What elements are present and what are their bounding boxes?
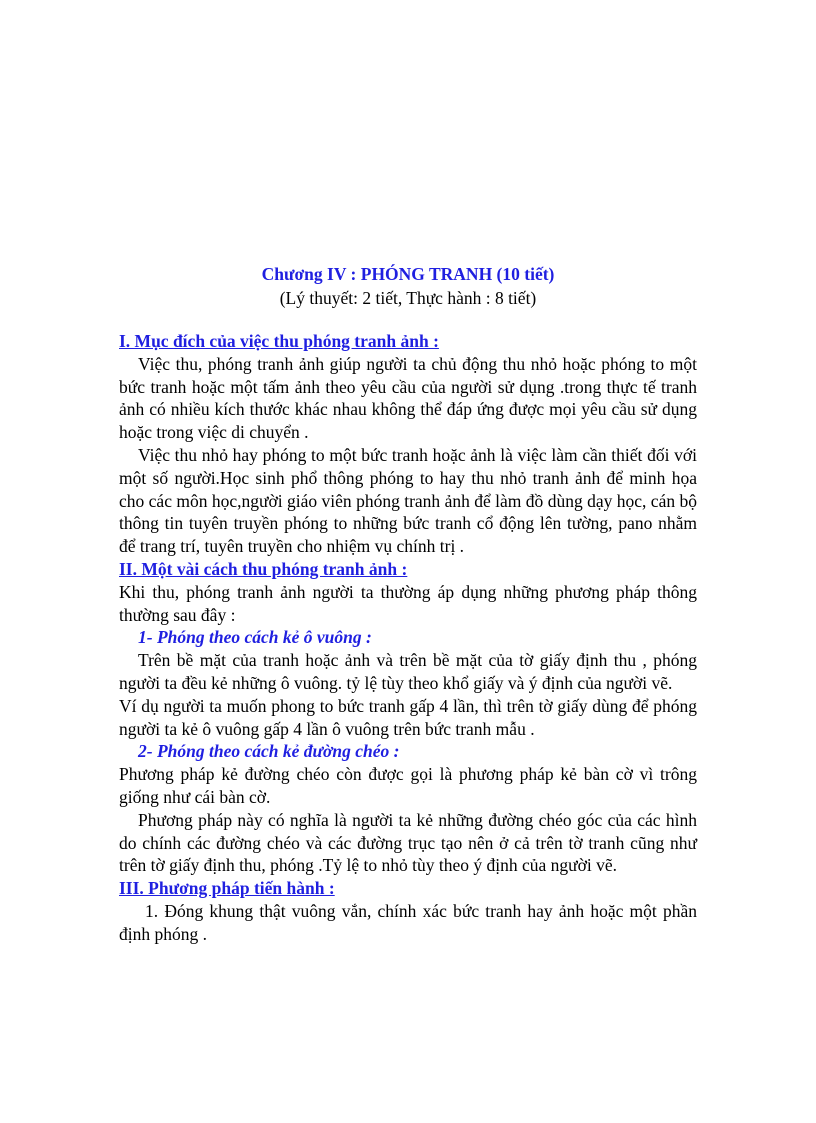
chapter-subtitle: (Lý thuyết: 2 tiết, Thực hành : 8 tiết): [279, 288, 537, 308]
chapter-title: Chương IV : PHÓNG TRANH (10 tiết): [261, 264, 555, 284]
chapter-header: [0, 262, 816, 310]
paragraph: Trên bề mặt của tranh hoặc ảnh và trên bề mặt của tờ giấy định thu , phóng người ta đều kẻ những ô vuông. tỷ lệ tùy theo khổ giấy và ý định của người vẽ.: [119, 650, 697, 693]
paragraph: Ví dụ người ta muốn phong to bức tranh gấp 4 lần, thì trên tờ giấy dùng để phóng người ta kẻ ô vuông gấp 4 lần ô vuông trên bức tranh mẫu .: [119, 695, 697, 739]
section-heading-procedure: III. Phương pháp tiến hành :: [119, 878, 335, 899]
document-body: [119, 330, 697, 946]
paragraph: Phương pháp này có nghĩa là người ta kẻ những đường chéo góc của các hình do chính các đường chéo và các đường trục tạo nên ở cả trên tờ tranh cũng như trên tờ giấy định thu, phóng .Tỷ lệ to nhỏ tùy theo ý định của người vẽ.: [119, 809, 697, 876]
subheading-square-grid: 1- Phóng theo cách kẻ ô vuông :: [138, 627, 372, 648]
paragraph: Khi thu, phóng tranh ảnh người ta thường áp dụng những phương pháp thông thường sau đây :: [119, 581, 697, 625]
paragraph: Việc thu nhỏ hay phóng to một bức tranh hoặc ảnh là việc làm cần thiết đối với một số người.Học sinh phổ thông phóng to hay thu nhỏ tranh ảnh để minh họa cho các môn học,người giáo viên phóng tranh ảnh để làm đồ dùng dạy học, cán bộ thông tin tuyên truyền phóng to những bức tranh cổ động lên tường, pano nhằm để trang trí, tuyên truyền cho nhiệm vụ chính trị .: [119, 444, 697, 557]
paragraph: Phương pháp kẻ đường chéo còn được gọi là phương pháp kẻ bàn cờ vì trông giống như cái bàn cờ.: [119, 764, 697, 807]
section-heading-methods: II. Một vài cách thu phóng tranh ảnh :: [119, 558, 408, 579]
subheading-diagonal: 2- Phóng theo cách kẻ đường chéo :: [138, 741, 400, 762]
section-heading-purpose: I. Mục đích của việc thu phóng tranh ảnh :: [119, 331, 439, 351]
paragraph: 1. Đóng khung thật vuông vắn, chính xác bức tranh hay ảnh hoặc một phần định phóng .: [119, 900, 697, 944]
paragraph: Việc thu, phóng tranh ảnh giúp người ta chủ động thu nhỏ hoặc phóng to một bức tranh hoặc một tấm ảnh theo yêu cầu của người sử dụng .trong thực tế tranh ảnh có nhiều kích thước khác nhau không thể đáp ứng được mọi yêu cầu sử dụng hoặc trong việc di chuyển .: [119, 353, 697, 443]
